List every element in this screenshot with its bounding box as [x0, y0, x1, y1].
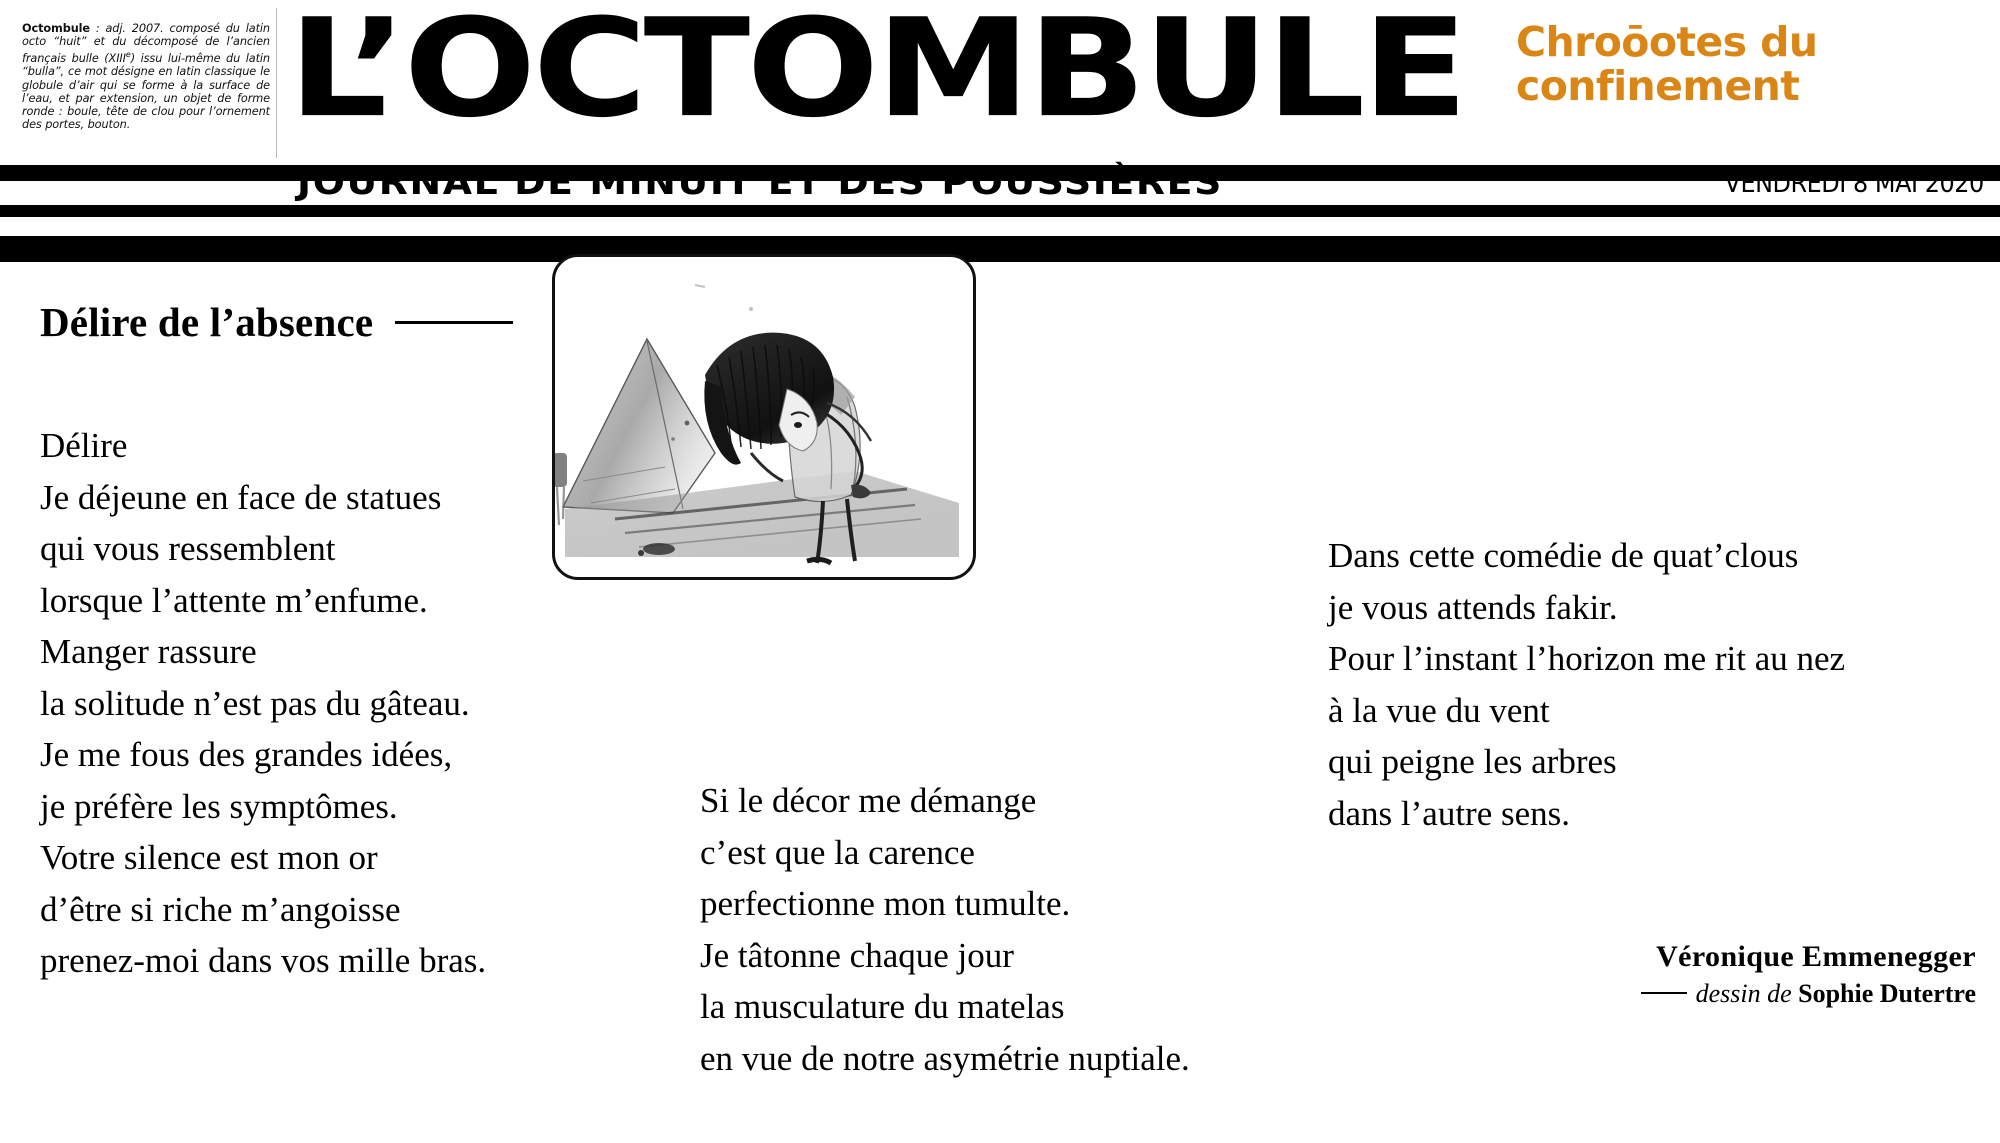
poem-line: la solitude n’est pas du gâteau. — [40, 683, 470, 723]
poem-line: d’être si riche m’angoisse — [40, 889, 401, 929]
poem-line: Votre silence est mon or — [40, 838, 378, 877]
kicker-line-1: Chroōotes du — [1516, 18, 1818, 66]
masthead-kicker — [1516, 20, 1986, 108]
poem-line: dans l’autre sens. — [1328, 793, 1571, 833]
poem-line: je vous attends fakir. — [1328, 587, 1618, 627]
poem-column-middle — [700, 775, 1190, 1084]
poem-line: c’est que la carence — [700, 832, 975, 872]
strapline: JOURNAL DE MINUIT ET DES POUSSIÈRES — [297, 163, 1223, 203]
poem-column-left — [40, 420, 486, 987]
poem-line: Manger rassure — [40, 632, 257, 671]
author-name: Véronique Emmenegger — [1656, 940, 1976, 973]
poem-line: Pour l’instant l’horizon me rit au nez — [1328, 639, 1846, 678]
poem-line: la musculature du matelas — [700, 987, 1065, 1026]
credit-role: dessin de — [1695, 979, 1792, 1008]
definition-superscript: e — [125, 50, 131, 60]
illustration-credit — [1376, 976, 1976, 1012]
poem-line: je préfère les symptômes. — [40, 786, 398, 826]
headline-rule — [395, 321, 513, 324]
masthead — [0, 0, 2000, 165]
illustration-drawing — [555, 257, 967, 571]
poem-line: à la vue du vent — [1328, 690, 1550, 730]
headline-group — [40, 300, 513, 344]
credit-artist: Sophie Dutertre — [1798, 979, 1976, 1008]
poem-line: Je me fous des grandes idées, — [40, 735, 453, 774]
credit-dash — [1641, 992, 1687, 994]
poem-line: qui peigne les arbres — [1328, 742, 1617, 781]
poem-line: en vue de notre asymétrie nuptiale. — [700, 1038, 1190, 1078]
poem-line: perfectionne mon tumulte. — [700, 884, 1071, 923]
issue-date: VENDREDI 8 MAI 2020 — [1724, 169, 1984, 199]
poem-line: Si le décor me démange — [700, 781, 1037, 820]
definition-body-part1: adj. 2007. composé du latin octo “huit” et du décomposé de l’ancien français bulle (XIII — [22, 22, 270, 66]
poem-line: Je déjeune en face de statues — [40, 477, 442, 517]
poem-line: prenez-moi dans vos mille bras. — [40, 941, 487, 980]
poem-column-right — [1328, 530, 1845, 839]
banner-rule-bottom — [0, 236, 2000, 262]
masthead-wordmark: L’OCTOMBULE — [288, 0, 1465, 149]
masthead-divider-rule — [276, 8, 277, 158]
poem-line: Je tâtonne chaque jour — [700, 935, 1014, 975]
kicker-line-2: confinement — [1516, 62, 1800, 110]
poem-line: qui vous ressemblent — [40, 529, 336, 568]
poem-line: lorsque l’attente m’enfume. — [40, 580, 428, 620]
illustration-frame — [552, 254, 976, 580]
page-title: Délire de l’absence — [40, 299, 374, 345]
definition-headword: Octombule — [22, 22, 90, 35]
banner-rule-middle — [0, 205, 2000, 217]
definition-separator: : — [90, 22, 106, 35]
signature-block — [1376, 938, 1976, 1012]
poem-line: Délire — [40, 426, 128, 465]
definition-body-part2: ) issu lui-même du latin “bulla”, ce mot désigne en latin classique le globule d’air qui se forme à la surface de l’eau, et par extension, un objet de forme ronde : boule, tête de clou pour l’ornement des portes, bouton. — [22, 52, 270, 132]
dictionary-definition — [22, 22, 270, 131]
poem-line: Dans cette comédie de quat’clous — [1328, 536, 1799, 575]
